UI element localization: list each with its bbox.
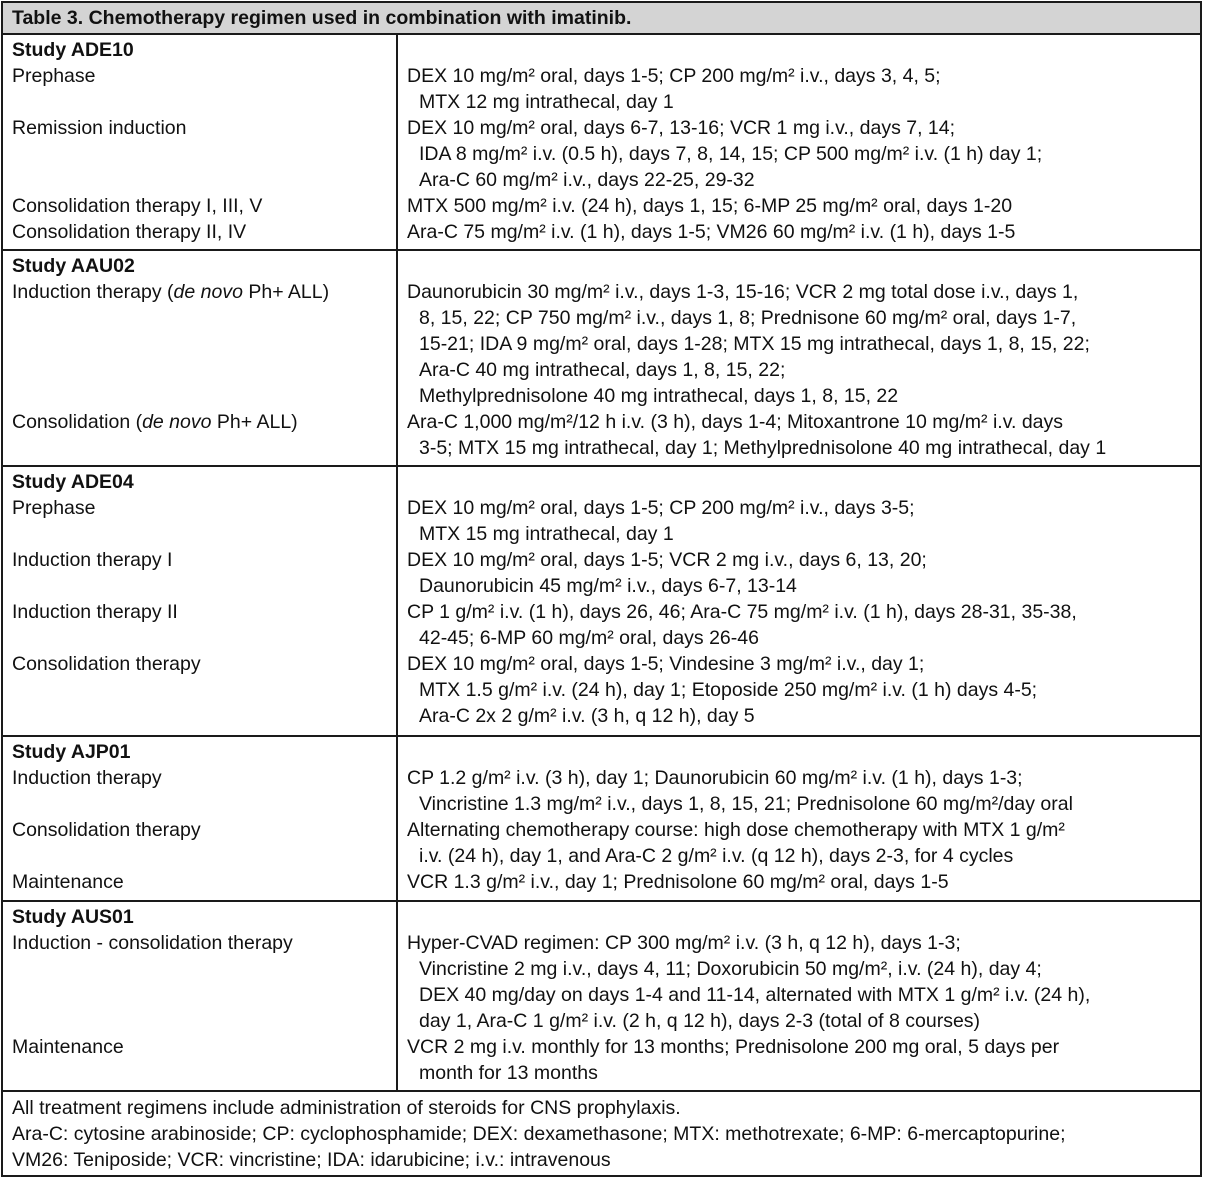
phase-label: Consolidation therapy II, IV bbox=[12, 221, 247, 243]
regimen-line: Vincristine 1.3 mg/m² i.v., days 1, 8, 15, 21; Prednisolone 60 mg/m²/day oral bbox=[419, 793, 1073, 815]
study-ajp01-phases bbox=[3, 737, 398, 900]
study-name: Study AAU02 bbox=[12, 255, 135, 277]
study-ade04-regimen bbox=[398, 467, 1200, 735]
phase-label bbox=[12, 409, 396, 435]
study-ajp01-section bbox=[3, 737, 1200, 902]
study-ade10-section bbox=[3, 35, 1200, 251]
phase-text: Induction therapy ( bbox=[12, 281, 174, 303]
regimen-line: 15-21; IDA 9 mg/m² oral, days 1-28; MTX 15 mg intrathecal, days 1, 8, 15, 22; bbox=[419, 333, 1090, 355]
regimen-line: MTX 1.5 g/m² i.v. (24 h), day 1; Etoposide 250 mg/m² i.v. (1 h) days 4-5; bbox=[419, 679, 1038, 701]
regimen-line: DEX 10 mg/m² oral, days 6-7, 13-16; VCR 1 mg i.v., days 7, 14; bbox=[407, 117, 956, 139]
phase-label: Remission induction bbox=[12, 117, 187, 139]
footnote: All treatment regimens include administration of steroids for CNS prophylaxis. bbox=[12, 1097, 681, 1119]
study-ade04-phases bbox=[3, 467, 398, 735]
regimen-line: Daunorubicin 45 mg/m² i.v., days 6-7, 13-14 bbox=[419, 575, 797, 597]
table-footnotes bbox=[3, 1092, 1200, 1173]
study-name: Study AUS01 bbox=[12, 906, 134, 928]
phase-text: Consolidation ( bbox=[12, 411, 143, 433]
regimen-line: 8, 15, 22; CP 750 mg/m² i.v., days 1, 8; Prednisone 60 mg/m² oral, days 1-7, bbox=[419, 307, 1077, 329]
regimen-line: Hyper-CVAD regimen: CP 300 mg/m² i.v. (3 h, q 12 h), days 1-3; bbox=[407, 932, 961, 954]
regimen-line: DEX 10 mg/m² oral, days 1-5; VCR 2 mg i.v., days 6, 13, 20; bbox=[407, 549, 927, 571]
phase-emphasis: de novo bbox=[142, 411, 212, 433]
regimen-line: Ara-C 60 mg/m² i.v., days 22-25, 29-32 bbox=[419, 169, 755, 191]
phase-label: Induction therapy II bbox=[12, 601, 178, 623]
regimen-line: MTX 12 mg intrathecal, day 1 bbox=[419, 91, 674, 113]
regimen-line: DEX 10 mg/m² oral, days 1-5; Vindesine 3 mg/m² i.v., day 1; bbox=[407, 653, 925, 675]
regimen-line: DEX 40 mg/day on days 1-4 and 11-14, alternated with MTX 1 g/m² i.v. (24 h), bbox=[419, 984, 1091, 1006]
phase-text: Ph+ ALL) bbox=[242, 281, 330, 303]
regimen-line: MTX 500 mg/m² i.v. (24 h), days 1, 15; 6-MP 25 mg/m² oral, days 1-20 bbox=[407, 195, 1013, 217]
study-aau02-phases bbox=[3, 251, 398, 465]
phase-label bbox=[12, 279, 396, 305]
regimen-line: day 1, Ara-C 1 g/m² i.v. (2 h, q 12 h), days 2-3 (total of 8 courses) bbox=[419, 1010, 981, 1032]
regimen-line: DEX 10 mg/m² oral, days 1-5; CP 200 mg/m² i.v., days 3-5; bbox=[407, 497, 915, 519]
study-ade10-regimen bbox=[398, 35, 1200, 249]
phase-text: Ph+ ALL) bbox=[211, 411, 298, 433]
regimen-line: VCR 2 mg i.v. monthly for 13 months; Prednisolone 200 mg oral, 5 days per bbox=[407, 1036, 1060, 1058]
regimen-line: 42-45; 6-MP 60 mg/m² oral, days 26-46 bbox=[419, 627, 759, 649]
study-aus01-regimen bbox=[398, 902, 1200, 1090]
regimen-line: CP 1.2 g/m² i.v. (3 h), day 1; Daunorubicin 60 mg/m² i.v. (1 h), days 1-3; bbox=[407, 767, 1023, 789]
study-aau02-section bbox=[3, 251, 1200, 467]
regimen-line: Ara-C 75 mg/m² i.v. (1 h), days 1-5; VM26 60 mg/m² i.v. (1 h), days 1-5 bbox=[407, 221, 1016, 243]
regimen-line: DEX 10 mg/m² oral, days 1-5; CP 200 mg/m² i.v., days 3, 4, 5; bbox=[407, 65, 941, 87]
regimen-line: Alternating chemotherapy course: high dose chemotherapy with MTX 1 g/m² bbox=[407, 819, 1065, 841]
regimen-line: MTX 15 mg intrathecal, day 1 bbox=[419, 523, 674, 545]
regimen-line: Daunorubicin 30 mg/m² i.v., days 1-3, 15-16; VCR 2 mg total dose i.v., days 1, bbox=[407, 281, 1079, 303]
regimen-line: Ara-C 40 mg intrathecal, days 1, 8, 15, 22; bbox=[419, 359, 786, 381]
phase-label: Induction therapy I bbox=[12, 549, 173, 571]
study-name: Study ADE10 bbox=[12, 39, 134, 61]
phase-label: Induction therapy bbox=[12, 767, 162, 789]
study-ajp01-regimen bbox=[398, 737, 1200, 900]
study-name: Study ADE04 bbox=[12, 471, 134, 493]
regimen-line: Methylprednisolone 40 mg intrathecal, days 1, 8, 15, 22 bbox=[419, 385, 899, 407]
phase-label: Maintenance bbox=[12, 1036, 124, 1058]
phase-label: Induction - consolidation therapy bbox=[12, 932, 293, 954]
phase-label: Consolidation therapy I, III, V bbox=[12, 195, 263, 217]
regimen-line: Ara-C 1,000 mg/m²/12 h i.v. (3 h), days 1-4; Mitoxantrone 10 mg/m² i.v. days bbox=[407, 411, 1064, 433]
table-title: Table 3. Chemotherapy regimen used in combination with imatinib. bbox=[3, 3, 1200, 35]
phase-label: Prephase bbox=[12, 65, 96, 87]
phase-label: Consolidation therapy bbox=[12, 819, 201, 841]
regimen-line: IDA 8 mg/m² i.v. (0.5 h), days 7, 8, 14, 15; CP 500 mg/m² i.v. (1 h) day 1; bbox=[419, 143, 1043, 165]
footnote: VM26: Teniposide; VCR: vincristine; IDA: idarubicine; i.v.: intravenous bbox=[12, 1149, 611, 1171]
regimen-line: Vincristine 2 mg i.v., days 4, 11; Doxorubicin 50 mg/m², i.v. (24 h), day 4; bbox=[419, 958, 1042, 980]
regimen-line: i.v. (24 h), day 1, and Ara-C 2 g/m² i.v. (q 12 h), days 2-3, for 4 cycles bbox=[419, 845, 1014, 867]
phase-label: Consolidation therapy bbox=[12, 653, 201, 675]
study-ade04-section bbox=[3, 467, 1200, 737]
study-aus01-section bbox=[3, 902, 1200, 1092]
study-aus01-phases bbox=[3, 902, 398, 1090]
regimen-line: month for 13 months bbox=[419, 1062, 598, 1084]
study-ade10-phases bbox=[3, 35, 398, 249]
phase-label: Prephase bbox=[12, 497, 96, 519]
regimen-line: VCR 1.3 g/m² i.v., day 1; Prednisolone 60 mg/m² oral, days 1-5 bbox=[407, 871, 949, 893]
study-name: Study AJP01 bbox=[12, 741, 131, 763]
regimen-line: Ara-C 2x 2 g/m² i.v. (3 h, q 12 h), day 5 bbox=[419, 705, 755, 727]
footnote: Ara-C: cytosine arabinoside; CP: cyclophosphamide; DEX: dexamethasone; MTX: methotrexate; 6-MP: 6-mercaptopurine; bbox=[12, 1123, 1066, 1145]
regimen-line: 3-5; MTX 15 mg intrathecal, day 1; Methylprednisolone 40 mg intrathecal, day 1 bbox=[419, 437, 1107, 459]
study-aau02-regimen bbox=[398, 251, 1200, 465]
chemotherapy-table bbox=[1, 1, 1202, 1177]
phase-emphasis: de novo bbox=[173, 281, 243, 303]
regimen-line: CP 1 g/m² i.v. (1 h), days 26, 46; Ara-C 75 mg/m² i.v. (1 h), days 28-31, 35-38, bbox=[407, 601, 1077, 623]
phase-label: Maintenance bbox=[12, 871, 124, 893]
